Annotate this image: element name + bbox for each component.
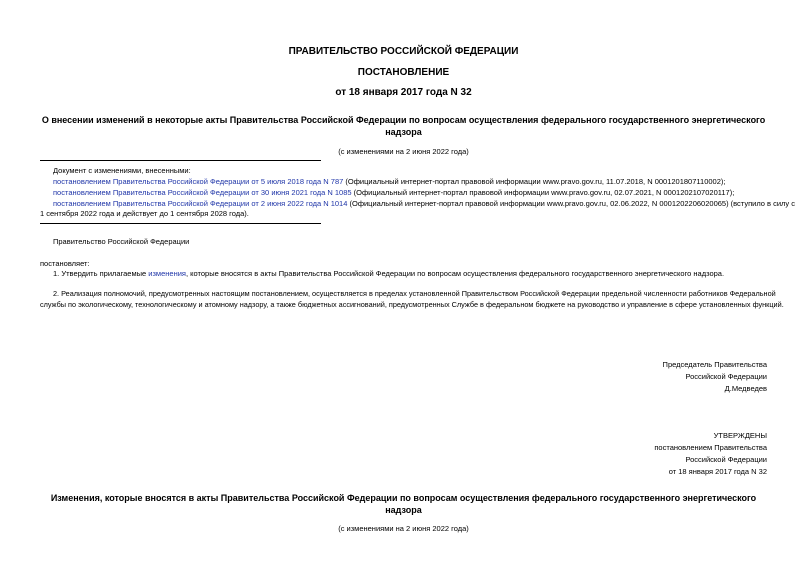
paragraph-2-line2: службы по экологическому, технологическому и атомному надзору, а также бюджетных ассигнований, предусмотренных Службе в федеральном бюджете на руководство и управление в сфере установленных функций. (40, 300, 784, 309)
approved-block (654, 430, 767, 478)
amendment-wrap-line: 1 сентября 2022 года и действует до 1 сентября 2028 года). (40, 209, 249, 218)
amendments-intro: Документ с изменениями, внесенными: (53, 166, 191, 175)
changes-link[interactable]: изменения (148, 269, 186, 278)
amendment-item (53, 177, 725, 186)
amendment-item (53, 199, 795, 208)
paragraph-1-end: , которые вносятся в акты Правительства Российской Федерации по вопросам осуществления федерального государственного энергетического надзора. (185, 269, 725, 278)
changes-title-line1: Изменения, которые вносятся в акты Правительства Российской Федерации по вопросам осуществления федерального государственного энергетического (50, 493, 757, 503)
amendment-link-787[interactable]: постановлением Правительства Российской Федерации от 5 июля 2018 года N 787 (53, 177, 344, 186)
paragraph-2-line1: 2. Реализация полномочий, предусмотренных настоящим постановлением, осуществляется в пределах установленной Правительством Российской Федерации предельной численности работников Федеральной (53, 289, 776, 298)
amendments-top-rule (40, 160, 321, 161)
document-title-line2: надзора (385, 127, 422, 137)
approved-date: от 18 января 2017 года N 32 (668, 467, 767, 476)
amendment-source: (Официальный интернет-портал правовой информации www.pravo.gov.ru, 02.06.2022, N 0001202206020065) (вступило в силу с (347, 199, 796, 208)
amendment-source: (Официальный интернет-портал правовой информации www.pravo.gov.ru, 02.07.2021, N 0001202107020117); (351, 188, 735, 197)
signature-name: Д.Медведев (724, 384, 767, 393)
approved-by: постановлением Правительства (654, 443, 767, 452)
amendment-source: (Официальный интернет-портал правовой информации www.pravo.gov.ru, 11.07.2018, N 0001201807110002); (343, 177, 726, 186)
document-date-number: от 18 января 2017 года N 32 (335, 87, 472, 98)
amendment-link-1014[interactable]: постановлением Правительства Российской Федерации от 2 июня 2022 года N 1014 (53, 199, 348, 208)
amendment-link-1085[interactable]: постановлением Правительства Российской Федерации от 30 июня 2021 года N 1085 (53, 188, 352, 197)
approved-country: Российской Федерации (685, 455, 767, 464)
changes-title-line2: надзора (385, 505, 422, 515)
changes-edition-note: (с изменениями на 2 июня 2022 года) (338, 524, 469, 533)
signature-position: Председатель Правительства (662, 360, 767, 369)
signature-block (663, 359, 767, 395)
government-label: Правительство Российской Федерации (53, 237, 190, 246)
edition-note: (с изменениями на 2 июня 2022 года) (338, 147, 469, 156)
signature-country: Российской Федерации (685, 372, 767, 381)
document-title-line1: О внесении изменений в некоторые акты Правительства Российской Федерации по вопросам осуществления федерального государственного энергетического (41, 115, 766, 125)
paragraph-1-start: 1. Утвердить прилагаемые (53, 269, 149, 278)
amendments-bottom-rule (40, 223, 321, 224)
government-heading: ПРАВИТЕЛЬСТВО РОССИЙСКОЙ ФЕДЕРАЦИИ (288, 46, 519, 57)
document-type: ПОСТАНОВЛЕНИЕ (357, 67, 450, 78)
approved-heading: УТВЕРЖДЕНЫ (713, 431, 767, 440)
paragraph-1 (53, 269, 724, 278)
decides-label: постановляет: (40, 259, 90, 268)
amendment-item (53, 188, 734, 197)
